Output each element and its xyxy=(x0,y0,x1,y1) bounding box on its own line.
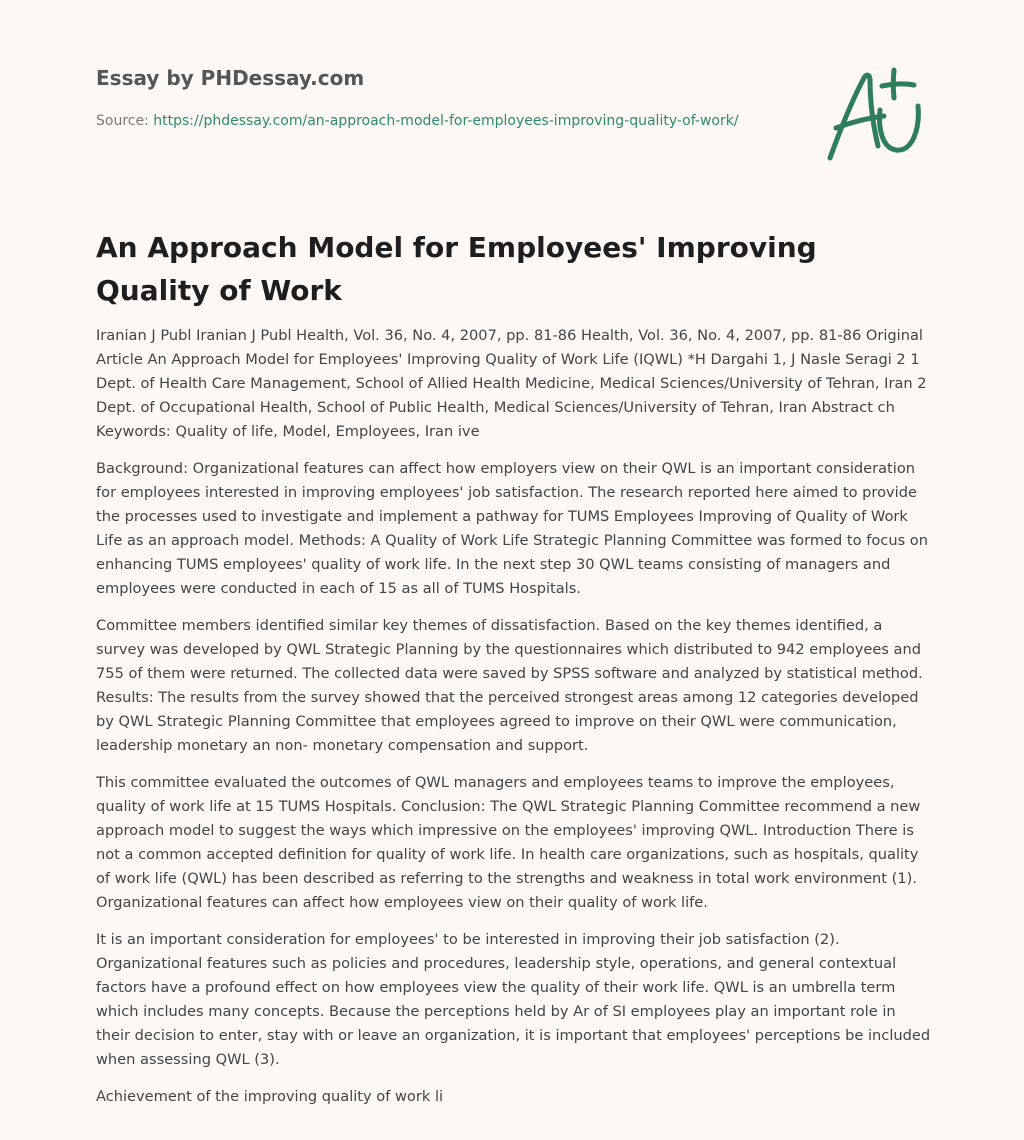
paragraph: Committee members identified similar key themes of dissatisfaction. Based on the key themes identified, a survey was developed by QWL Strategic Planning by the questionnaires which distributed to 942 employees and 755 of them were returned. The collected data were saved by SPSS software and analyzed by statistical method. Results: The results from the survey showed that the perceived strongest areas among 12 categories developed by QWL Strategic Planning Committee that employees agreed to improve on their QWL were communication, leadership monetary an non- monetary compensation and support. xyxy=(96,617,923,754)
paragraph: Iranian J Publ Iranian J Publ Health, Vol. 36, No. 4, 2007, pp. 81-86 Health, Vol. 36, No. 4, 2007, pp. 81-86 Original Article An Approach Model for Employees' Improving Quality of Work Life (IQWL) *H Dargahi 1, J Nasle Seragi 2 1 Dept. of Health Care Management, School of Allied Health Medicine, Medical Sciences/University of Tehran, Iran 2 Dept. of Occupational Health, School of Public Health, Medical Sciences/University of Tehran, Iran Abstract ch Keywords: Quality of life, Model, Employees, Iran ive xyxy=(96,327,927,440)
site-header xyxy=(96,64,776,133)
paragraph: Achievement of the improving quality of work li xyxy=(96,1088,444,1105)
site-title: Essay by PHDessay.com xyxy=(96,66,365,90)
source-link[interactable]: https://phdessay.com/an-approach-model-for-employees-improving-quality-of-work/ xyxy=(153,113,739,129)
source-label: Source: xyxy=(96,113,154,129)
document-body xyxy=(96,324,932,1122)
a-plus-logo-icon xyxy=(820,66,930,166)
paragraph: It is an important consideration for employees' to be interested in improving their job satisfaction (2). Organizational features such as policies and procedures, leadership style, operations, and general contextual factors have a profound effect on how employees view the quality of their work life. QWL is an umbrella term which includes many concepts. Because the perceptions held by Ar of SI employees play an important role in their decision to enter, stay with or leave an organization, it is important that employees' perceptions be included when assessing QWL (3). xyxy=(96,931,931,1068)
paragraph: This committee evaluated the outcomes of QWL managers and employees teams to improve the employees, quality of work life at 15 TUMS Hospitals. Conclusion: The QWL Strategic Planning Committee recommend a new approach model to suggest the ways which impressive on the employees' improving QWL. Introduction There is not a common accepted definition for quality of work life. In health care organizations, such as hospitals, quality of work life (QWL) has been described as referring to the strengths and weakness in total work environment (1). Organizational features can affect how employees view on their quality of work life. xyxy=(96,774,921,911)
source-line xyxy=(96,110,776,133)
paragraph: Background: Organizational features can affect how employers view on their QWL is an important consideration for employees interested in improving employees' job satisfaction. The research reported here aimed to provide the processes used to investigate and implement a pathway for TUMS Employees Improving of Quality of Work Life as an approach model. Methods: A Quality of Work Life Strategic Planning Committee was formed to focus on enhancing TUMS employees' quality of work life. In the next step 30 QWL teams consisting of managers and employees were conducted in each of 15 as all of TUMS Hospitals. xyxy=(96,460,928,597)
document-title: An Approach Model for Employees' Improving Quality of Work xyxy=(96,231,817,307)
